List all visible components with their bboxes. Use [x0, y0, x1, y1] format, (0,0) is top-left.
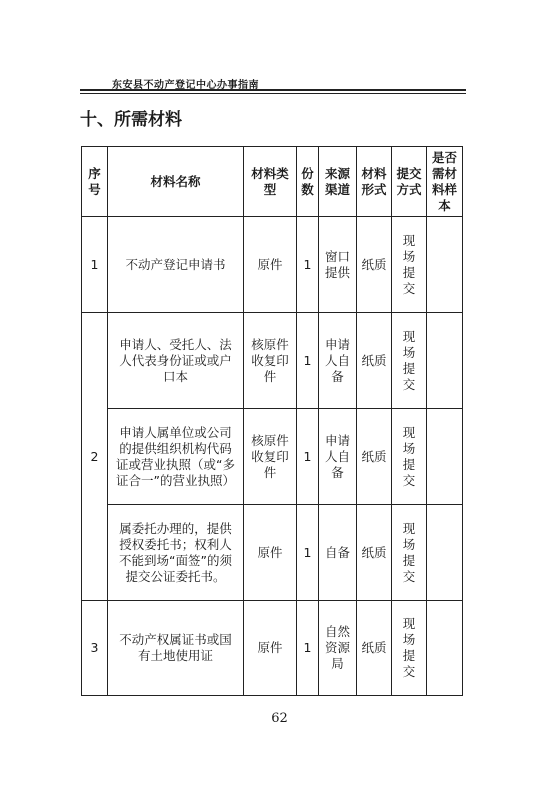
cell-submit: 现场提交 [392, 217, 427, 313]
header-source: 来源渠道 [319, 147, 357, 217]
cell-copies: 1 [297, 601, 319, 696]
cell-form: 纸质 [357, 505, 392, 601]
header-sample: 是否需材料样本 [427, 147, 463, 217]
cell-sample [427, 313, 463, 409]
cell-submit: 现场提交 [392, 313, 427, 409]
cell-copies: 1 [297, 505, 319, 601]
cell-type: 原件 [244, 505, 297, 601]
cell-type: 原件 [244, 601, 297, 696]
header-rule-thick [80, 89, 466, 91]
header-seq: 序号 [82, 147, 108, 217]
cell-type: 原件 [244, 217, 297, 313]
cell-source: 申请人自备 [319, 409, 357, 505]
section-title: 十、所需材料 [80, 110, 182, 130]
cell-submit: 现场提交 [392, 505, 427, 601]
table-row [82, 601, 463, 696]
cell-source: 窗口提供 [319, 217, 357, 313]
cell-type: 核原件收复印件 [244, 313, 297, 409]
cell-submit: 现场提交 [392, 601, 427, 696]
table-row [82, 409, 463, 505]
page-number: 62 [271, 711, 288, 726]
cell-name: 不动产权属证书或国有土地使用证 [108, 601, 244, 696]
cell-form: 纸质 [357, 217, 392, 313]
cell-name: 申请人、受托人、法人代表身份证或或户口本 [108, 313, 244, 409]
materials-table [81, 146, 463, 696]
cell-seq: 2 [82, 313, 108, 601]
cell-name: 不动产登记申请书 [108, 217, 244, 313]
header-rule-thin [80, 93, 466, 94]
table-row [82, 313, 463, 409]
cell-form: 纸质 [357, 601, 392, 696]
cell-source: 申请人自备 [319, 313, 357, 409]
cell-form: 纸质 [357, 409, 392, 505]
cell-seq: 1 [82, 217, 108, 313]
cell-name: 申请人属单位或公司的提供组织机构代码证或营业执照（或“多证合一”的营业执照） [108, 409, 244, 505]
header-copies: 份数 [297, 147, 319, 217]
cell-type: 核原件收复印件 [244, 409, 297, 505]
header-name: 材料名称 [108, 147, 244, 217]
cell-seq: 3 [82, 601, 108, 696]
cell-sample [427, 601, 463, 696]
cell-source: 自备 [319, 505, 357, 601]
cell-sample [427, 505, 463, 601]
header-form: 材料形式 [357, 147, 392, 217]
cell-source: 自然资源局 [319, 601, 357, 696]
header-type: 材料类型 [244, 147, 297, 217]
table-row [82, 217, 463, 313]
cell-copies: 1 [297, 217, 319, 313]
running-header: 东安县不动产登记中心办事指南 [112, 80, 259, 91]
cell-name: 属委托办理的，提供授权委托书；权利人不能到场“面签”的须提交公证委托书。 [108, 505, 244, 601]
cell-copies: 1 [297, 313, 319, 409]
cell-sample [427, 409, 463, 505]
header-submit: 提交方式 [392, 147, 427, 217]
table-header-row [82, 147, 463, 217]
cell-copies: 1 [297, 409, 319, 505]
cell-form: 纸质 [357, 313, 392, 409]
cell-submit: 现场提交 [392, 409, 427, 505]
table-row [82, 505, 463, 601]
cell-sample [427, 217, 463, 313]
